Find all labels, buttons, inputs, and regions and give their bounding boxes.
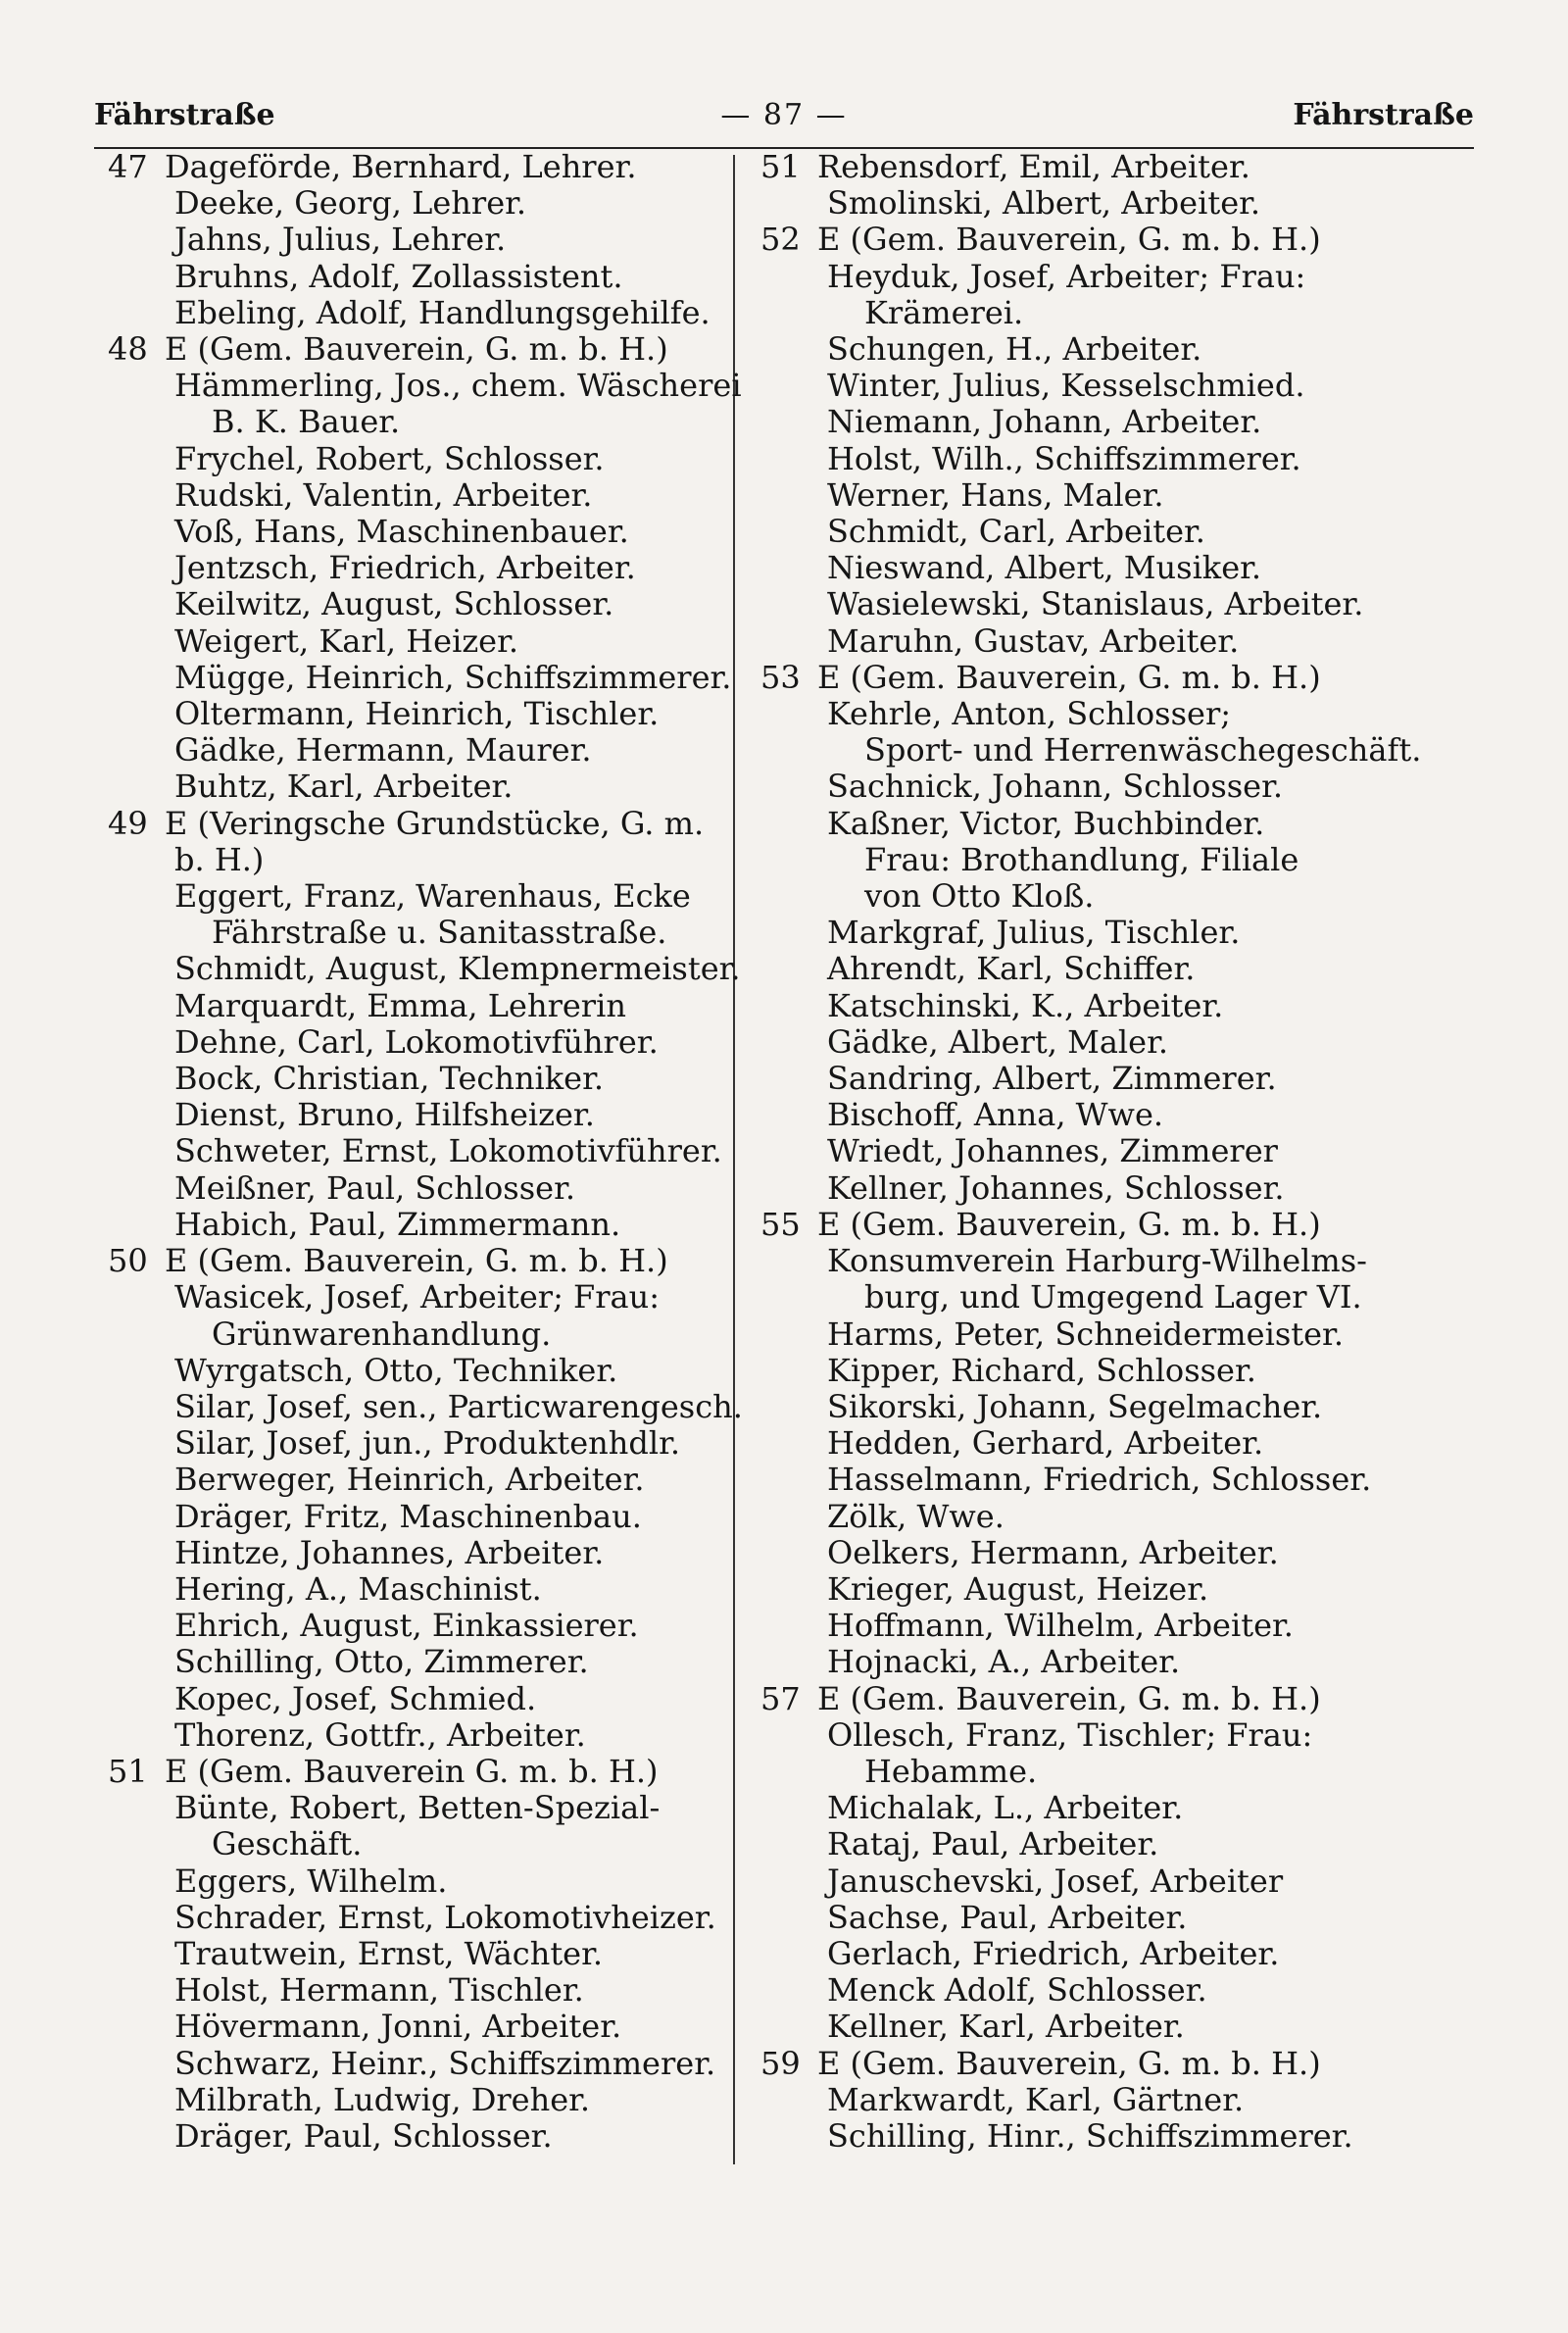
resident-line — [108, 1717, 725, 1754]
resident-line-continuation — [108, 1826, 725, 1862]
resident-line — [760, 660, 1388, 696]
resident-line — [760, 1571, 1388, 1608]
resident-line — [760, 1061, 1388, 1097]
resident-line — [760, 1425, 1388, 1462]
resident-text: Schilling, Otto, Zimmerer. — [174, 1643, 589, 1681]
resident-line — [108, 1972, 725, 2009]
resident-line — [108, 550, 725, 586]
resident-text: Smolinski, Albert, Arbeiter. — [827, 184, 1261, 223]
resident-text: Niemann, Johann, Arbeiter. — [827, 403, 1262, 441]
resident-line — [760, 1717, 1388, 1754]
resident-line — [760, 1681, 1388, 1717]
house-number: 55 — [760, 1205, 801, 1243]
resident-text: Rebensdorf, Emil, Arbeiter. — [817, 148, 1250, 185]
resident-line — [760, 1863, 1388, 1900]
resident-line — [760, 1097, 1388, 1133]
resident-text: Wasicek, Josef, Arbeiter; Frau: — [174, 1278, 661, 1316]
header-street-right: Fährstraße — [1293, 97, 1474, 132]
resident-text: Ehrich, August, Einkassierer. — [174, 1607, 639, 1645]
resident-text: Gädke, Albert, Maler. — [827, 1022, 1169, 1061]
house-number: 48 — [108, 330, 148, 369]
resident-line-continuation — [760, 878, 1388, 915]
resident-text: Schwarz, Heinr., Schiffszimmerer. — [174, 2044, 716, 2082]
resident-text: E (Gem. Bauverein, G. m. b. H.) — [165, 1242, 668, 1280]
resident-text: Kipper, Richard, Schlosser. — [827, 1351, 1256, 1389]
resident-line — [760, 623, 1388, 660]
resident-line — [760, 185, 1388, 222]
resident-line-continuation — [760, 842, 1388, 878]
house-number: 59 — [760, 2044, 801, 2082]
resident-line — [108, 222, 725, 258]
resident-text: Rudski, Valentin, Arbeiter. — [174, 475, 593, 514]
resident-text: Sachse, Paul, Arbeiter. — [827, 1898, 1188, 1936]
resident-line — [108, 441, 725, 477]
resident-line — [760, 1024, 1388, 1061]
resident-text: Markgraf, Julius, Tischler. — [827, 914, 1241, 952]
resident-text: Zölk, Wwe. — [827, 1497, 1004, 1535]
resident-line — [760, 1900, 1388, 1936]
resident-text: Holst, Hermann, Tischler. — [174, 1971, 584, 2010]
resident-line — [108, 586, 725, 622]
house-number: 49 — [108, 804, 148, 842]
resident-line — [760, 1608, 1388, 1644]
resident-line — [108, 477, 725, 514]
resident-text: Sport- und Herrenwäschegeschäft. — [864, 731, 1422, 769]
resident-line — [108, 1644, 725, 1680]
resident-line — [108, 1353, 725, 1389]
resident-text: Hojnacki, A., Arbeiter. — [827, 1643, 1181, 1681]
resident-text: E (Gem. Bauverein, G. m. b. H.) — [817, 2044, 1321, 2082]
resident-line — [108, 259, 725, 295]
house-entry — [760, 658, 1422, 1207]
resident-line — [108, 658, 732, 696]
left-column — [108, 148, 743, 2155]
resident-line — [108, 514, 725, 550]
resident-text: Schweter, Ernst, Lokomotivführer. — [174, 1132, 722, 1170]
resident-line — [760, 514, 1388, 550]
page-number: — 87 — — [720, 97, 848, 132]
resident-line — [760, 477, 1388, 514]
resident-line-continuation — [108, 404, 725, 440]
resident-line — [760, 222, 1388, 258]
resident-text: Frau: Brothandlung, Filiale — [864, 840, 1299, 878]
resident-text: Habich, Paul, Zimmermann. — [174, 1205, 621, 1243]
resident-line — [108, 295, 725, 331]
resident-line — [108, 1681, 725, 1717]
resident-text: Michalak, L., Arbeiter. — [827, 1789, 1184, 1827]
resident-text: Kellner, Johannes, Schlosser. — [827, 1168, 1285, 1207]
resident-text: Sachnick, Johann, Schlosser. — [827, 768, 1284, 806]
resident-line — [108, 1608, 725, 1644]
house-entry — [108, 330, 742, 806]
resident-text: Markwardt, Karl, Gärtner. — [827, 2080, 1245, 2118]
page-header — [94, 90, 1474, 139]
header-street-left: Fährstraße — [94, 97, 275, 132]
resident-text: Fährstraße u. Sanitasstraße. — [212, 914, 667, 952]
resident-line — [760, 1462, 1388, 1498]
right-column — [760, 148, 1422, 2155]
resident-text: Marquardt, Emma, Lehrerin — [174, 986, 626, 1024]
resident-text: Menck Adolf, Schlosser. — [827, 1971, 1207, 2010]
resident-line — [108, 149, 725, 185]
house-number: 53 — [760, 658, 801, 696]
resident-text: Kellner, Karl, Arbeiter. — [827, 2008, 1185, 2046]
resident-line — [760, 2082, 1388, 2118]
resident-text: Sikorski, Johann, Segelmacher. — [827, 1387, 1323, 1425]
resident-text: Schungen, H., Arbeiter. — [827, 330, 1202, 369]
resident-line — [760, 441, 1388, 477]
resident-text: Bünte, Robert, Betten-Spezial- — [174, 1789, 661, 1827]
resident-text: Frychel, Robert, Schlosser. — [174, 439, 605, 477]
resident-line — [108, 1499, 725, 1535]
resident-line — [760, 1790, 1388, 1826]
resident-line — [108, 1170, 725, 1207]
resident-line — [760, 696, 1388, 732]
resident-line — [760, 1936, 1388, 1972]
resident-line — [108, 878, 725, 915]
resident-line — [108, 367, 742, 405]
resident-text: Silar, Josef, jun., Produktenhdlr. — [174, 1424, 681, 1463]
resident-line — [108, 1097, 725, 1133]
resident-text: Dienst, Bruno, Hilfsheizer. — [174, 1096, 595, 1134]
resident-text: Ebeling, Adolf, Handlungsgehilfe. — [174, 293, 710, 331]
resident-line — [760, 586, 1388, 622]
resident-line — [108, 806, 725, 842]
resident-text: Rataj, Paul, Arbeiter. — [827, 1825, 1159, 1863]
resident-line — [108, 732, 725, 769]
resident-text: E (Gem. Bauverein, G. m. b. H.) — [817, 1205, 1321, 1243]
resident-text: Grünwarenhandlung. — [212, 1315, 552, 1353]
resident-line — [760, 951, 1388, 987]
resident-line — [760, 149, 1388, 185]
resident-line-continuation — [108, 1316, 725, 1353]
resident-text: Berweger, Heinrich, Arbeiter. — [174, 1461, 645, 1499]
resident-text: Werner, Hans, Maler. — [827, 475, 1164, 514]
resident-line — [760, 404, 1388, 440]
resident-text: E (Gem. Bauverein, G. m. b. H.) — [817, 221, 1321, 259]
resident-text: Eggers, Wilhelm. — [174, 1861, 448, 1900]
resident-text: Ollesch, Franz, Tischler; Frau: — [827, 1715, 1313, 1754]
resident-text: Gädke, Hermann, Maurer. — [174, 731, 592, 769]
resident-text: Dageförde, Bernhard, Lehrer. — [165, 148, 637, 185]
resident-line — [760, 1243, 1388, 1279]
resident-text: Ahrendt, Karl, Schiffer. — [827, 950, 1196, 988]
resident-text: Oltermann, Heinrich, Tischler. — [174, 695, 660, 733]
resident-line-continuation — [760, 1279, 1388, 1315]
house-number: 47 — [108, 148, 148, 185]
resident-line — [760, 806, 1388, 842]
resident-text: Harms, Peter, Schneidermeister. — [827, 1315, 1344, 1353]
resident-line — [108, 769, 725, 805]
resident-text: Bischoff, Anna, Wwe. — [827, 1096, 1164, 1134]
resident-text: Trautwein, Ernst, Wächter. — [174, 1934, 604, 1972]
resident-text: Kehrle, Anton, Schlosser; — [827, 695, 1232, 733]
resident-text: E (Gem. Bauverein, G. m. b. H.) — [817, 1679, 1321, 1717]
resident-text: Hasselmann, Friedrich, Schlosser. — [827, 1461, 1372, 1499]
resident-line-continuation — [760, 1754, 1388, 1790]
resident-line — [760, 1170, 1388, 1207]
resident-line-continuation — [760, 731, 1422, 769]
resident-text: Mügge, Heinrich, Schiffszimmerer. — [174, 658, 732, 696]
resident-text: Hämmerling, Jos., chem. Wäscherei — [174, 367, 742, 405]
resident-text: Holst, Wilh., Schiffszimmerer. — [827, 439, 1301, 477]
resident-text: Eggert, Franz, Warenhaus, Ecke — [174, 877, 691, 916]
resident-line — [108, 1900, 725, 1936]
resident-text: Kopec, Josef, Schmied. — [174, 1679, 537, 1717]
resident-line — [760, 550, 1388, 586]
resident-text: Hoffmann, Wilhelm, Arbeiter. — [827, 1607, 1294, 1645]
house-number: 50 — [108, 1242, 148, 1280]
resident-line — [108, 1061, 725, 1097]
resident-text: von Otto Kloß. — [864, 877, 1095, 916]
resident-text: Wasielewski, Stanislaus, Arbeiter. — [827, 585, 1364, 623]
resident-text: Hebamme. — [864, 1752, 1038, 1790]
resident-text: Hedden, Gerhard, Arbeiter. — [827, 1424, 1264, 1463]
resident-line — [760, 988, 1388, 1024]
resident-line — [108, 950, 741, 988]
resident-line — [108, 1936, 725, 1972]
resident-text: Wriedt, Johannes, Zimmerer — [827, 1132, 1278, 1170]
resident-line — [760, 1133, 1388, 1169]
resident-line — [108, 988, 725, 1024]
resident-line — [108, 1279, 725, 1315]
resident-text: Katschinski, K., Arbeiter. — [827, 986, 1224, 1024]
resident-text: Buhtz, Karl, Arbeiter. — [174, 768, 514, 806]
house-entry — [760, 149, 1388, 222]
resident-line — [108, 1571, 725, 1608]
resident-text: E (Gem. Bauverein, G. m. b. H.) — [817, 658, 1321, 696]
resident-line — [108, 1425, 725, 1462]
resident-line — [108, 185, 725, 222]
resident-line — [108, 2082, 725, 2118]
resident-line — [108, 2046, 725, 2082]
resident-line — [108, 696, 725, 732]
resident-line — [760, 1826, 1388, 1862]
resident-text: Hövermann, Jonni, Arbeiter. — [174, 2008, 622, 2046]
resident-text: Winter, Julius, Kesselschmied. — [827, 367, 1305, 405]
resident-line — [760, 1353, 1388, 1389]
house-number: 51 — [760, 148, 801, 185]
resident-line — [108, 842, 725, 878]
resident-text: Maruhn, Gustav, Arbeiter. — [827, 621, 1240, 660]
resident-text: Dehne, Carl, Lokomotivführer. — [174, 1022, 659, 1061]
resident-text: Milbrath, Ludwig, Dreher. — [174, 2080, 591, 2118]
resident-text: Bock, Christian, Techniker. — [174, 1060, 605, 1098]
house-entry — [108, 149, 725, 331]
resident-line-continuation — [108, 915, 725, 951]
resident-line — [108, 331, 725, 368]
resident-text: burg, und Umgegend Lager VI. — [864, 1278, 1362, 1316]
resident-line — [760, 769, 1388, 805]
resident-line — [108, 1133, 725, 1169]
resident-line — [760, 1207, 1388, 1243]
column-divider — [733, 155, 735, 2164]
resident-line — [760, 368, 1388, 404]
resident-line — [108, 1207, 725, 1243]
resident-text: Heyduk, Josef, Arbeiter; Frau: — [827, 257, 1306, 295]
resident-line — [108, 1024, 725, 1061]
resident-text: Schrader, Ernst, Lokomotivheizer. — [174, 1898, 716, 1936]
resident-text: Keilwitz, August, Schlosser. — [174, 585, 614, 623]
resident-text: Hering, A., Maschinist. — [174, 1569, 542, 1608]
resident-line — [760, 1389, 1388, 1425]
resident-text: Nieswand, Albert, Musiker. — [827, 549, 1262, 587]
resident-line — [108, 1243, 725, 1279]
resident-line — [108, 623, 725, 660]
resident-line — [108, 1535, 725, 1571]
resident-text: Voß, Hans, Maschinenbauer. — [174, 513, 629, 551]
resident-text: E (Gem. Bauverein G. m. b. H.) — [165, 1752, 659, 1790]
resident-text: Deeke, Georg, Lehrer. — [174, 184, 527, 223]
resident-line — [108, 1387, 743, 1425]
house-entry — [760, 222, 1388, 659]
resident-line — [108, 1462, 725, 1498]
resident-text: Silar, Josef, sen., Particwarengesch. — [174, 1387, 743, 1425]
resident-line — [760, 331, 1388, 368]
resident-line — [760, 915, 1388, 951]
resident-line — [760, 1972, 1388, 2009]
house-entry — [760, 1681, 1388, 2046]
resident-text: Dräger, Fritz, Maschinenbau. — [174, 1497, 642, 1535]
resident-text: Wyrgatsch, Otto, Techniker. — [174, 1351, 618, 1389]
resident-text: Geschäft. — [212, 1825, 363, 1863]
resident-text: Schmidt, Carl, Arbeiter. — [827, 513, 1205, 551]
resident-text: Krieger, August, Heizer. — [827, 1569, 1209, 1608]
resident-text: Krämerei. — [864, 293, 1024, 331]
resident-line — [760, 2009, 1388, 2045]
resident-text: Schmidt, August, Klempnermeister. — [174, 950, 741, 988]
resident-line — [760, 1499, 1388, 1535]
house-entry — [108, 1242, 743, 1754]
resident-text: Hintze, Johannes, Arbeiter. — [174, 1533, 605, 1571]
resident-text: B. K. Bauer. — [212, 403, 401, 441]
resident-line — [108, 2118, 725, 2155]
resident-line — [108, 1790, 725, 1826]
resident-text: E (Gem. Bauverein, G. m. b. H.) — [165, 330, 668, 369]
resident-text: Januschevski, Josef, Arbeiter — [827, 1861, 1284, 1900]
resident-text: b. H.) — [174, 840, 265, 878]
house-entry — [108, 804, 741, 1243]
resident-text: Weigert, Karl, Heizer. — [174, 621, 519, 660]
resident-text: Gerlach, Friedrich, Arbeiter. — [827, 1934, 1280, 1972]
resident-text: Oelkers, Hermann, Arbeiter. — [827, 1533, 1279, 1571]
resident-text: Sandring, Albert, Zimmerer. — [827, 1060, 1277, 1098]
house-entry — [760, 1207, 1388, 1681]
house-number: 57 — [760, 1679, 801, 1717]
resident-line — [108, 1754, 725, 1790]
resident-text: Kaßner, Victor, Buchbinder. — [827, 804, 1265, 842]
house-entry — [108, 1754, 725, 2155]
resident-line-continuation — [760, 295, 1388, 331]
resident-line — [108, 2009, 725, 2045]
resident-text: Jentzsch, Friedrich, Arbeiter. — [174, 549, 636, 587]
resident-text: Dräger, Paul, Schlosser. — [174, 2116, 553, 2155]
resident-text: Schilling, Hinr., Schiffszimmerer. — [827, 2116, 1353, 2155]
resident-line — [760, 1316, 1388, 1353]
resident-text: Bruhns, Adolf, Zollassistent. — [174, 257, 623, 295]
resident-line — [760, 259, 1388, 295]
house-entry — [760, 2046, 1388, 2156]
resident-text: E (Veringsche Grundstücke, G. m. — [165, 804, 705, 842]
resident-line — [108, 1863, 725, 1900]
resident-text: Thorenz, Gottfr., Arbeiter. — [174, 1715, 586, 1754]
resident-text: Konsumverein Harburg-Wilhelms- — [827, 1242, 1367, 1280]
resident-text: Meißner, Paul, Schlosser. — [174, 1168, 576, 1207]
resident-line — [760, 1644, 1388, 1680]
house-number: 52 — [760, 221, 801, 259]
resident-line — [760, 1535, 1388, 1571]
resident-line — [760, 2118, 1388, 2155]
resident-text: Jahns, Julius, Lehrer. — [174, 221, 507, 259]
house-number: 51 — [108, 1752, 148, 1790]
resident-line — [760, 2046, 1388, 2082]
